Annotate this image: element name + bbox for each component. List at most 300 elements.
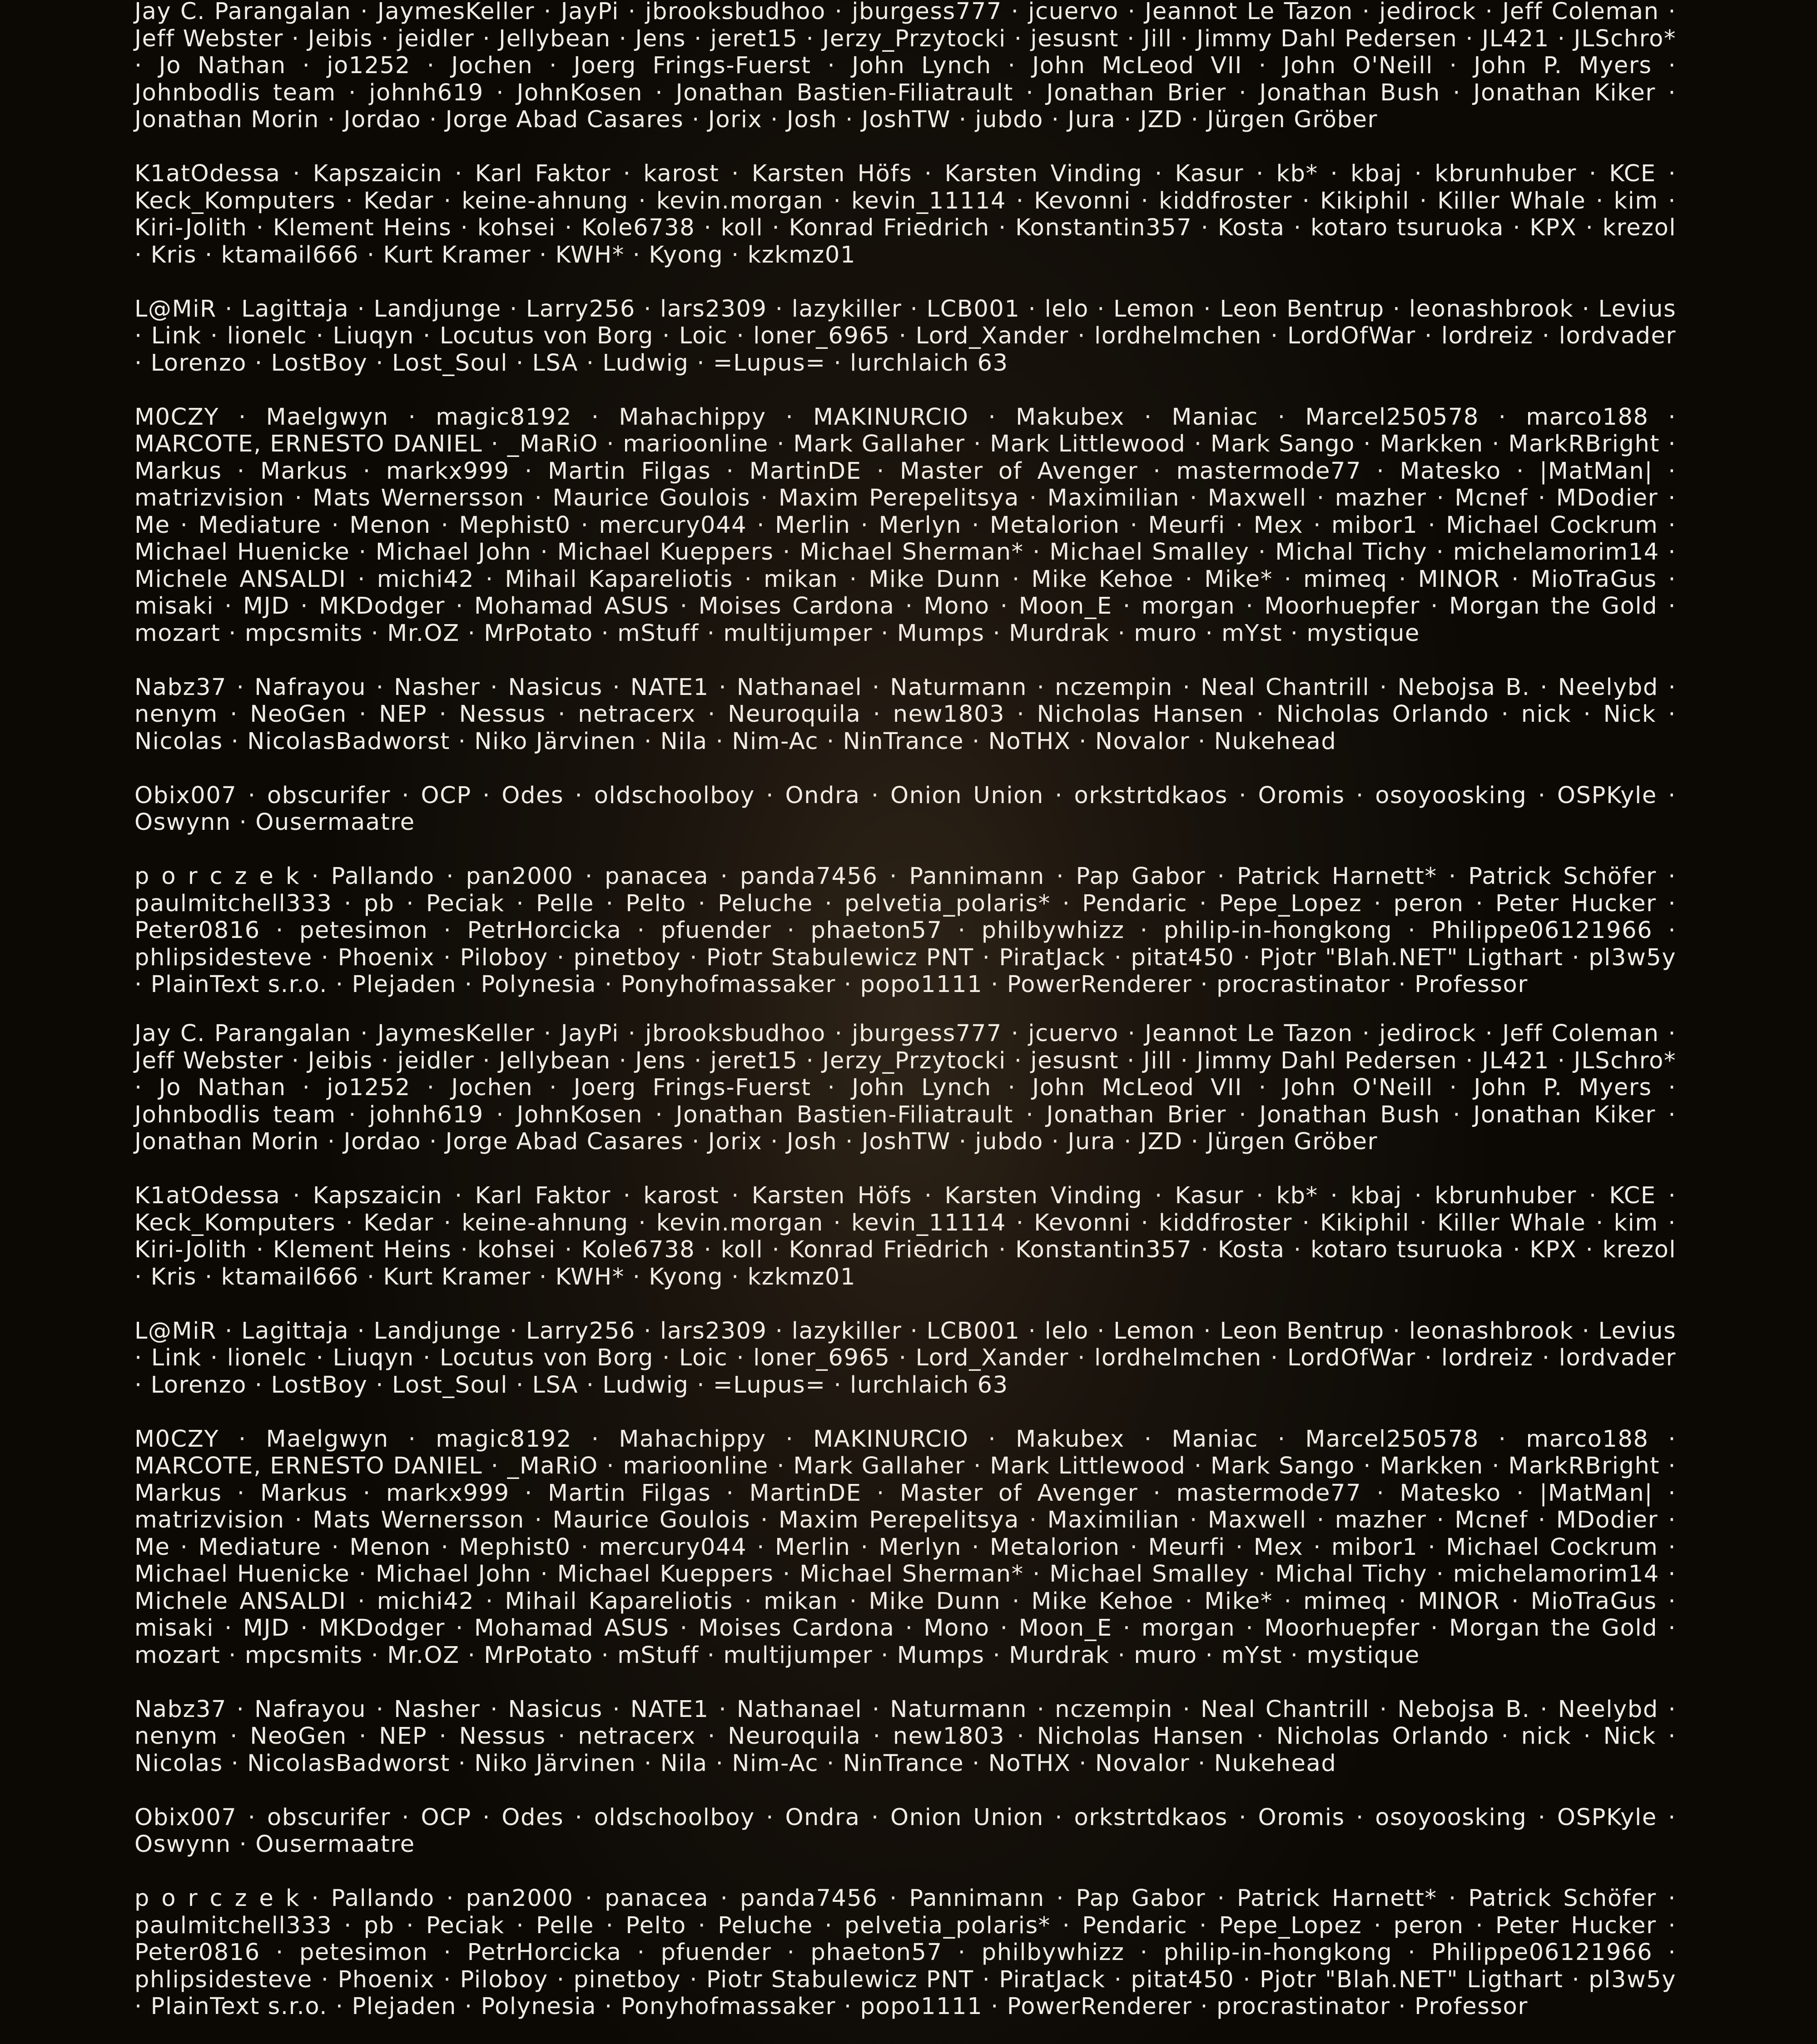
- separator-dot: ·: [1277, 403, 1286, 431]
- credit-name: michi42: [377, 1588, 475, 1615]
- credit-name: orkstrtdkaos: [1074, 1804, 1228, 1831]
- separator-dot: ·: [1153, 457, 1162, 485]
- credit-name: marco188: [1526, 403, 1649, 431]
- separator-dot: ·: [1668, 1912, 1677, 1939]
- credit-name: pelvetia_polaris*: [844, 1912, 1051, 1939]
- credit-name: jcuervo: [1028, 1020, 1119, 1047]
- separator-dot: ·: [775, 295, 784, 322]
- credit-name: kevin_11114: [851, 187, 1007, 214]
- credits-scroll-view-repeat[interactable]: [0, 1020, 1817, 2042]
- separator-dot: ·: [1362, 0, 1370, 25]
- separator-dot: ·: [1668, 917, 1677, 944]
- credit-name: misaki: [134, 1615, 214, 1642]
- separator-dot: ·: [300, 1615, 309, 1642]
- credit-name: LostBoy: [271, 349, 368, 377]
- separator-dot: ·: [1258, 1561, 1266, 1588]
- credit-name: Maurice Goulois: [552, 1507, 751, 1533]
- separator-dot: ·: [237, 457, 245, 485]
- separator-dot: ·: [367, 1263, 375, 1290]
- separator-dot: ·: [601, 1642, 610, 1669]
- separator-dot: ·: [543, 1020, 552, 1047]
- separator-dot: ·: [367, 241, 375, 268]
- credit-name: Michael Cockrum: [1446, 511, 1658, 539]
- separator-dot: ·: [1668, 403, 1677, 431]
- separator-dot: ·: [1016, 187, 1024, 214]
- separator-dot: ·: [680, 1615, 688, 1642]
- credit-name: Philippe06121966: [1431, 1939, 1653, 1966]
- credit-name: JZD: [1140, 1128, 1183, 1155]
- credit-name: Merlyn: [879, 1533, 962, 1561]
- separator-dot: ·: [991, 971, 999, 998]
- credit-name: panacea: [605, 1885, 709, 1912]
- separator-dot: ·: [744, 566, 753, 593]
- credit-name: PowerRenderer: [1007, 971, 1192, 998]
- credit-name: Kurt Kramer: [383, 241, 531, 268]
- credit-name: Jay C. Parangalan: [134, 0, 352, 25]
- separator-dot: ·: [1029, 1507, 1038, 1533]
- separator-dot: ·: [644, 1317, 652, 1344]
- credit-name: Nasicus: [508, 674, 603, 701]
- separator-dot: ·: [422, 322, 431, 349]
- separator-dot: ·: [256, 1236, 264, 1263]
- credit-name: Lorenzo: [150, 1371, 247, 1399]
- credit-name: Johnbodlis team: [134, 1101, 336, 1128]
- credit-name: Michael Huenicke: [134, 1561, 350, 1588]
- credit-name: kzkmz01: [747, 1263, 856, 1290]
- credit-name: pl3w5y: [1589, 944, 1677, 971]
- credit-name: LordOfWar: [1287, 322, 1416, 349]
- separator-dot: ·: [291, 1047, 300, 1074]
- credit-name: Karsten Höfs: [751, 160, 913, 187]
- credit-name: Locutus von Borg: [439, 1344, 654, 1371]
- credit-name: lordvader: [1559, 1344, 1677, 1371]
- separator-dot: ·: [441, 511, 449, 539]
- separator-dot: ·: [539, 241, 547, 268]
- separator-dot: ·: [872, 674, 880, 701]
- separator-dot: ·: [581, 1533, 589, 1561]
- separator-dot: ·: [446, 1885, 455, 1912]
- separator-dot: ·: [731, 160, 740, 187]
- separator-dot: ·: [1051, 106, 1060, 133]
- credit-name: Jura: [1067, 1128, 1116, 1155]
- separator-dot: ·: [972, 1533, 980, 1561]
- credit-name: Nebojsa B.: [1397, 674, 1530, 701]
- credit-name: Jorix: [708, 1128, 763, 1155]
- credit-name: lionelc: [227, 1344, 308, 1371]
- separator-dot: ·: [254, 1371, 263, 1399]
- separator-dot: ·: [1668, 1209, 1677, 1236]
- credits-group: [134, 1318, 1676, 1399]
- credit-name: Jonathan Kiker: [1473, 1101, 1656, 1128]
- separator-dot: ·: [357, 1588, 366, 1615]
- separator-dot: ·: [427, 52, 435, 79]
- separator-dot: ·: [1011, 1020, 1019, 1047]
- separator-dot: ·: [1014, 1047, 1023, 1074]
- separator-dot: ·: [632, 1263, 641, 1290]
- separator-dot: ·: [441, 1533, 449, 1561]
- credits-scroll-view[interactable]: [0, 0, 1817, 1020]
- credit-name: MARCOTE, ERNESTO DANIEL: [134, 1453, 483, 1479]
- separator-dot: ·: [1538, 1507, 1546, 1533]
- separator-dot: ·: [439, 701, 447, 728]
- credit-name: mystique: [1306, 1642, 1420, 1669]
- separator-dot: ·: [1668, 1939, 1677, 1966]
- credit-name: Murdrak: [1009, 1642, 1110, 1669]
- credit-name: MDodier: [1556, 485, 1658, 511]
- credit-name: Neal Chantrill: [1200, 674, 1370, 701]
- separator-dot: ·: [982, 1966, 991, 1993]
- credit-name: Onion Union: [890, 782, 1044, 809]
- separator-dot: ·: [1190, 485, 1198, 511]
- separator-dot: ·: [1589, 1182, 1597, 1209]
- credit-name: jbrooksbudhoo: [645, 0, 826, 25]
- separator-dot: ·: [230, 1723, 238, 1750]
- separator-dot: ·: [1313, 511, 1321, 539]
- separator-dot: ·: [516, 890, 525, 917]
- separator-dot: ·: [834, 0, 843, 25]
- separator-dot: ·: [516, 1371, 524, 1399]
- separator-dot: ·: [429, 1128, 437, 1155]
- credit-name: jeidler: [397, 25, 475, 52]
- separator-dot: ·: [1449, 863, 1457, 890]
- separator-dot: ·: [408, 1425, 417, 1453]
- credit-name: Oswynn: [134, 1831, 231, 1858]
- separator-dot: ·: [458, 1750, 467, 1777]
- separator-dot: ·: [720, 863, 729, 890]
- separator-dot: ·: [1258, 539, 1266, 566]
- credit-name: pb: [363, 1912, 395, 1939]
- credit-name: kb*: [1276, 160, 1318, 187]
- credit-name: Ondra: [785, 782, 860, 809]
- credit-name: Klement Heins: [273, 214, 452, 241]
- credit-name: Oswynn: [134, 809, 231, 836]
- separator-dot: ·: [1203, 295, 1212, 322]
- separator-dot: ·: [1097, 295, 1105, 322]
- credit-name: Loic: [679, 322, 728, 349]
- separator-dot: ·: [464, 1993, 473, 2020]
- separator-dot: ·: [443, 1939, 452, 1966]
- credit-name: Nabz37: [134, 1696, 227, 1723]
- separator-dot: ·: [1127, 1047, 1135, 1074]
- separator-dot: ·: [408, 403, 417, 431]
- credit-name: Mr.OZ: [387, 1642, 460, 1669]
- separator-dot: ·: [782, 1561, 791, 1588]
- credit-name: Jellybean: [499, 1047, 611, 1074]
- separator-dot: ·: [357, 566, 366, 593]
- separator-dot: ·: [1055, 782, 1063, 809]
- credit-name: Markken: [1380, 1453, 1484, 1479]
- separator-dot: ·: [556, 944, 565, 971]
- separator-dot: ·: [1668, 1425, 1677, 1453]
- credit-name: Neelybd: [1558, 1696, 1658, 1723]
- credit-name: MrPotato: [484, 1642, 593, 1669]
- separator-dot: ·: [871, 1804, 879, 1831]
- credit-name: Kris: [150, 241, 197, 268]
- separator-dot: ·: [760, 1507, 769, 1533]
- credit-name: popo1111: [860, 1993, 983, 2020]
- credit-name: Maxim Perepelitsya: [778, 1507, 1019, 1533]
- credit-name: Jeannot Le Tazon: [1145, 0, 1353, 25]
- credit-name: Michael Cockrum: [1446, 1533, 1658, 1561]
- credit-name: JaymesKeller: [377, 1020, 535, 1047]
- credit-name: nczempin: [1055, 1696, 1173, 1723]
- credit-name: NeoGen: [250, 1723, 347, 1750]
- separator-dot: ·: [1668, 1615, 1677, 1642]
- credit-name: Kevonni: [1034, 1209, 1131, 1236]
- credit-name: Jeff Webster: [134, 1047, 283, 1074]
- separator-dot: ·: [787, 1939, 795, 1966]
- separator-dot: ·: [698, 1912, 706, 1939]
- credit-name: MINOR: [1418, 1588, 1500, 1615]
- credit-name: JaymesKeller: [377, 0, 535, 25]
- separator-dot: ·: [231, 1750, 239, 1777]
- separator-dot: ·: [1668, 863, 1677, 890]
- separator-dot: ·: [873, 701, 881, 728]
- credit-name: Niko Järvinen: [474, 1750, 636, 1777]
- credit-name: jo1252: [327, 52, 411, 79]
- credit-name: MioTraGus: [1530, 566, 1657, 593]
- credit-name: lurchlaich 63: [850, 1371, 1008, 1399]
- separator-dot: ·: [1144, 1425, 1152, 1453]
- separator-dot: ·: [1398, 1993, 1407, 2020]
- separator-dot: ·: [134, 1371, 143, 1399]
- separator-dot: ·: [872, 1696, 880, 1723]
- credit-name: MKDodger: [319, 1615, 445, 1642]
- credit-name: NEP: [379, 701, 427, 728]
- separator-dot: ·: [1453, 79, 1461, 106]
- separator-dot: ·: [826, 728, 835, 755]
- separator-dot: ·: [376, 674, 384, 701]
- separator-dot: ·: [1130, 1533, 1138, 1561]
- separator-dot: ·: [134, 1263, 143, 1290]
- credit-name: Nicholas Hansen: [1037, 1723, 1245, 1750]
- separator-dot: ·: [1501, 1723, 1509, 1750]
- credit-name: LordOfWar: [1287, 1344, 1416, 1371]
- separator-dot: ·: [1428, 1533, 1436, 1561]
- credit-name: Metalorion: [989, 1533, 1120, 1561]
- separator-dot: ·: [1596, 1209, 1604, 1236]
- credit-name: Michal Tichy: [1275, 1561, 1428, 1588]
- credit-name: Phoenix: [338, 1966, 435, 1993]
- separator-dot: ·: [1668, 485, 1677, 511]
- credit-name: Mohamad ASUS: [474, 593, 670, 620]
- separator-dot: ·: [376, 1696, 384, 1723]
- separator-dot: ·: [294, 485, 303, 511]
- separator-dot: ·: [1668, 1453, 1677, 1479]
- credit-name: Peter Hucker: [1495, 890, 1657, 917]
- separator-dot: ·: [972, 1750, 980, 1777]
- separator-dot: ·: [180, 1533, 189, 1561]
- credit-name: Morgan the Gold: [1449, 1615, 1658, 1642]
- separator-dot: ·: [606, 431, 615, 457]
- credit-name: Nasher: [394, 674, 481, 701]
- separator-dot: ·: [972, 728, 980, 755]
- credit-name: Patrick Schöfer: [1468, 863, 1657, 890]
- separator-dot: ·: [256, 214, 264, 241]
- separator-dot: ·: [1014, 25, 1023, 52]
- credit-name: kbrunhuber: [1435, 1182, 1577, 1209]
- separator-dot: ·: [1498, 403, 1507, 431]
- credit-name: Kiri-Jolith: [134, 1236, 248, 1263]
- credit-name: Naturmann: [890, 1696, 1028, 1723]
- separator-dot: ·: [637, 1939, 645, 1966]
- separator-dot: ·: [360, 0, 369, 25]
- credit-name: johnh619: [369, 79, 484, 106]
- separator-dot: ·: [464, 971, 473, 998]
- credit-name: Maximilian: [1047, 485, 1180, 511]
- credit-name: NoTHX: [988, 728, 1071, 755]
- credit-name: Karl Faktor: [475, 160, 611, 187]
- separator-dot: ·: [402, 782, 410, 809]
- credit-name: Mark Sango: [1210, 1453, 1355, 1479]
- separator-dot: ·: [827, 52, 836, 79]
- separator-dot: ·: [1356, 782, 1364, 809]
- separator-dot: ·: [1542, 322, 1550, 349]
- credit-name: mercury044: [599, 511, 747, 539]
- credit-name: MINOR: [1418, 566, 1500, 593]
- credit-name: Nim-Ac: [732, 728, 819, 755]
- separator-dot: ·: [628, 0, 636, 25]
- credit-name: MKDodger: [319, 593, 445, 620]
- separator-dot: ·: [982, 944, 991, 971]
- separator-dot: ·: [1180, 25, 1189, 52]
- separator-dot: ·: [1668, 1561, 1677, 1588]
- credit-name: Nicholas Orlando: [1276, 701, 1489, 728]
- credit-name: Jeff Webster: [134, 25, 283, 52]
- credit-name: JL421: [1482, 1047, 1549, 1074]
- separator-dot: ·: [973, 1453, 982, 1479]
- separator-dot: ·: [704, 214, 712, 241]
- credit-name: Patrick Harnett*: [1236, 863, 1437, 890]
- separator-dot: ·: [1124, 1128, 1132, 1155]
- credit-name: Keck_Komputers: [134, 1209, 336, 1236]
- separator-dot: ·: [1037, 674, 1045, 701]
- credit-name: Kole6738: [581, 214, 695, 241]
- credit-name: kim: [1613, 187, 1658, 214]
- separator-dot: ·: [785, 1425, 794, 1453]
- credit-name: philip-in-hongkong: [1163, 1939, 1393, 1966]
- credits-group: [134, 1885, 1676, 2020]
- credit-name: oldschoolboy: [594, 1804, 755, 1831]
- credit-name: Jonathan Bush: [1259, 79, 1440, 106]
- credit-name: PowerRenderer: [1007, 1993, 1192, 2020]
- credit-name: NicolasBadworst: [247, 1750, 450, 1777]
- separator-dot: ·: [1485, 0, 1494, 25]
- separator-dot: ·: [1127, 1020, 1136, 1047]
- credit-name: Jeannot Le Tazon: [1145, 1020, 1353, 1047]
- credit-name: Mex: [1253, 1533, 1304, 1561]
- credit-name: pinetboy: [573, 1966, 681, 1993]
- separator-dot: ·: [958, 1939, 966, 1966]
- credit-name: Phoenix: [338, 944, 435, 971]
- credit-name: Mumps: [897, 1642, 985, 1669]
- credit-name: Jochen: [451, 1074, 533, 1101]
- separator-dot: ·: [899, 322, 907, 349]
- credit-name: michelamorim14: [1453, 1561, 1659, 1588]
- separator-dot: ·: [427, 1074, 435, 1101]
- credit-name: Ponyhofmassaker: [621, 1993, 836, 2020]
- credit-name: Killer Whale: [1437, 1209, 1586, 1236]
- credit-name: Liuqyn: [333, 1344, 414, 1371]
- credit-name: Mono: [923, 593, 990, 620]
- credit-name: phlipsidesteve: [134, 1966, 313, 1993]
- credit-name: petesimon: [299, 917, 428, 944]
- credit-name: morgan: [1141, 593, 1236, 620]
- credit-name: Nathanael: [736, 1696, 863, 1723]
- credit-name: Ousermaatre: [255, 1831, 415, 1858]
- separator-dot: ·: [311, 863, 320, 890]
- credit-name: Maniac: [1172, 403, 1258, 431]
- credit-name: pelvetia_polaris*: [844, 890, 1051, 917]
- separator-dot: ·: [899, 1344, 907, 1371]
- separator-dot: ·: [998, 1236, 1007, 1263]
- separator-dot: ·: [1516, 1479, 1524, 1507]
- credit-name: Jonathan Morin: [134, 1128, 319, 1155]
- separator-dot: ·: [1376, 457, 1385, 485]
- separator-dot: ·: [238, 1425, 247, 1453]
- separator-dot: ·: [1130, 511, 1138, 539]
- credit-name: leonashbrook: [1409, 295, 1574, 322]
- separator-dot: ·: [1011, 0, 1019, 25]
- credit-name: mYst: [1221, 1642, 1282, 1669]
- separator-dot: ·: [1668, 1074, 1677, 1101]
- separator-dot: ·: [623, 160, 631, 187]
- separator-dot: ·: [359, 1723, 367, 1750]
- separator-dot: ·: [876, 457, 885, 485]
- credit-name: Morgan the Gold: [1449, 593, 1658, 620]
- credit-name: lazykiller: [791, 295, 902, 322]
- separator-dot: ·: [1408, 1939, 1416, 1966]
- credit-name: MartinDE: [749, 457, 862, 485]
- separator-dot: ·: [1511, 566, 1519, 593]
- separator-dot: ·: [524, 1479, 533, 1507]
- separator-dot: ·: [540, 539, 549, 566]
- separator-dot: ·: [860, 1533, 869, 1561]
- credit-name: Michal Tichy: [1275, 539, 1428, 566]
- credit-name: nczempin: [1055, 674, 1173, 701]
- credit-name: Mediature: [198, 511, 322, 539]
- separator-dot: ·: [406, 890, 415, 917]
- separator-dot: ·: [1141, 1209, 1149, 1236]
- credit-name: lordhelmchen: [1094, 1344, 1262, 1371]
- credit-name: kotaro tsuruoka: [1310, 214, 1504, 241]
- separator-dot: ·: [254, 349, 263, 377]
- credit-name: procrastinator: [1216, 971, 1390, 998]
- credit-name: Lagittaja: [241, 1317, 349, 1344]
- credit-name: lars2309: [660, 295, 767, 322]
- separator-dot: ·: [833, 187, 842, 214]
- credit-name: Odes: [501, 1804, 564, 1831]
- credit-name: Nick: [1603, 1723, 1656, 1750]
- separator-dot: ·: [958, 106, 967, 133]
- credit-name: Plejaden: [352, 1993, 457, 2020]
- credit-name: Loic: [679, 1344, 728, 1371]
- credit-name: mazher: [1335, 485, 1427, 511]
- credit-name: Johnbodlis team: [134, 79, 336, 106]
- credit-name: LCB001: [926, 295, 1020, 322]
- separator-dot: ·: [1316, 1507, 1325, 1533]
- separator-dot: ·: [237, 1479, 245, 1507]
- separator-dot: ·: [439, 1723, 447, 1750]
- credit-name: JLSchro*: [1574, 25, 1677, 52]
- credit-name: ktamail666: [221, 241, 359, 268]
- credit-name: Jimmy Dahl Pedersen: [1196, 25, 1458, 52]
- separator-dot: ·: [844, 971, 852, 998]
- separator-dot: ·: [540, 1561, 549, 1588]
- credit-name: kiddfroster: [1158, 187, 1292, 214]
- separator-dot: ·: [973, 431, 982, 457]
- credit-name: jeidler: [397, 1047, 475, 1074]
